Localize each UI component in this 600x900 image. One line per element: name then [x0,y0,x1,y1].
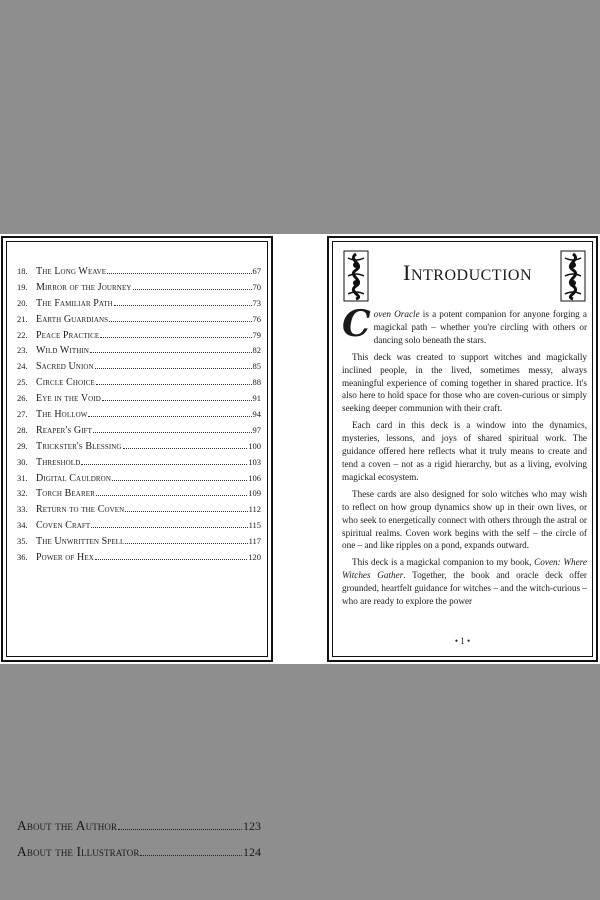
toc-number: 20. [17,297,28,308]
ornament-right-icon [560,250,586,302]
paragraph: This deck was created to support witches and magickally inclined people, in the lived, sometimes messy, always meaningful experience of coming together in shared practice. It's also here to hold space for those who are coven-curious or simply seeking deeper communion with their craft. [342,351,587,414]
toc-entry[interactable] [17,440,261,456]
toc-page-number: 100 [248,440,261,451]
chapter-title: Introduction [402,260,533,285]
toc-number: 26. [17,393,28,404]
toc-number: 28. [17,424,28,435]
toc-page-number: 88 [252,377,261,388]
book-title-italic: oven Oracle [373,309,420,319]
leader-dots [81,464,247,465]
leader-dots [96,495,247,496]
toc-page-number: 94 [252,409,261,420]
leader-dots [114,305,252,306]
toc-title: Digital Cauldron [36,472,111,484]
leader-dots [112,480,247,481]
toc-title: The Familiar Path [36,297,113,309]
intro-body [342,303,587,612]
toc-page-number: 73 [252,297,261,308]
back-matter-entry[interactable] [17,818,261,844]
toc-page-number: 79 [252,329,261,340]
toc-page-number: 103 [248,456,261,467]
paragraph [342,303,587,347]
toc-number: 33. [17,504,28,515]
toc-page-number: 117 [248,536,261,547]
leader-dots [118,829,242,830]
toc-entry[interactable] [17,392,261,408]
toc-number: 25. [17,377,28,388]
toc-entry[interactable] [17,376,261,392]
leader-dots [91,527,247,528]
drop-cap: C [342,303,371,345]
toc-entry[interactable] [17,472,261,488]
paragraph-text: This deck is a magickal companion to my book, [352,557,535,568]
toc-title: Circle Choice [36,377,95,389]
leader-dots [123,448,248,449]
toc-page-number: 106 [248,472,261,483]
back-matter-title: About the Author [17,818,118,833]
toc-page-number: 67 [252,266,261,276]
toc-page-number: 115 [248,520,261,531]
toc-entry[interactable] [17,503,261,519]
toc-entry[interactable] [17,551,261,567]
toc-page-number: 91 [252,393,261,404]
paragraph-text: is a potent companion for anyone forging a magickal path – whether you're circling with others or dancing solo beneath the stars. [373,309,587,345]
toc-entry[interactable] [17,487,261,503]
toc-title: The Hollow [36,409,88,421]
paragraph: Each card in this deck is a window into the dynamics, mysteries, lessons, and joys of shared spiritual work. The guidance offered here reflects what it truly means to create and tend a coven – not as a rigid hierarchy, but as a living, evolving magickal ecosystem. [342,420,587,482]
toc-page-number: 82 [252,345,261,356]
toc-page-number: 76 [252,313,261,324]
back-matter-list [17,818,261,870]
toc-entry[interactable] [17,313,261,329]
right-page [327,236,598,662]
back-matter-page-number: 124 [243,845,261,859]
paragraph: These cards are also designed for solo witches who may wish to reflect on how group dynamics show up in their own lives, or who seek to energetically connect with others through the astral or spiritual realms. Coven work begins with the self – the circle of one – and like ripples on a pond, expands outward. [342,488,587,551]
leader-dots [125,543,247,544]
page-number: • 1 • [454,636,471,646]
toc-number: 27. [17,409,28,420]
toc-entry[interactable] [17,281,261,297]
toc-entry[interactable] [17,408,261,424]
leader-dots [109,321,251,322]
toc-page-number: 120 [248,552,261,563]
back-matter-page-number: 123 [243,819,261,833]
table-of-contents [17,265,261,567]
toc-entry[interactable] [17,265,261,281]
toc-number: 30. [17,456,28,467]
toc-title: The Long Weave [36,266,107,277]
leader-dots [107,273,251,274]
toc-number: 19. [17,281,28,292]
toc-entry[interactable] [17,344,261,360]
book-title-italic: Coven: Where Witches Gather [342,557,587,581]
leader-dots [100,337,251,338]
leader-dots [90,352,251,353]
toc-title: Earth Guardians [36,313,109,325]
toc-title: Coven Craft [36,520,91,532]
toc-number: 21. [17,313,28,324]
toc-title: Return to the Coven [36,504,125,516]
toc-title: The Unwritten Spell [36,536,125,548]
toc-number: 24. [17,361,28,372]
toc-entry[interactable] [17,519,261,535]
toc-title: Sacred Union [36,361,94,373]
toc-title: Torch Bearer [36,488,95,500]
toc-number: 18. [17,266,28,276]
toc-entry[interactable] [17,456,261,472]
toc-number: 35. [17,536,28,547]
toc-number: 22. [17,329,28,340]
left-page [1,236,273,859]
toc-number: 32. [17,488,28,499]
back-matter-title: About the Illustrator [17,844,140,859]
leader-dots [88,416,251,417]
toc-number: 23. [17,345,28,356]
leader-dots [140,855,242,856]
leader-dots [102,400,252,401]
toc-entry[interactable] [17,424,261,440]
toc-page-number: 97 [252,424,261,435]
toc-page-number: 109 [248,488,261,499]
toc-title: Wild Within [36,345,90,357]
toc-title: Mirror of the Journey [36,281,132,293]
paragraph-text: . Together, the book and oracle deck offer grounded, heartfelt guidance for witches – and the witch-curious – who are ready to explore the power [342,570,587,607]
toc-entry[interactable] [17,329,261,345]
back-matter-entry[interactable] [17,844,261,870]
toc-page-number: 85 [252,361,261,372]
toc-number: 31. [17,472,28,483]
toc-number: 34. [17,520,28,531]
toc-number: 29. [17,440,28,451]
ornament-left-icon [343,250,369,302]
toc-entry[interactable] [17,297,261,313]
toc-title: Power of Hex [36,552,94,564]
toc-title: Threshold [36,456,81,468]
leader-dots [93,432,251,433]
paragraph [342,556,587,608]
toc-entry[interactable] [17,360,261,376]
leader-dots [133,289,252,290]
toc-page-number: 112 [248,504,261,515]
toc-number: 36. [17,552,28,563]
toc-title: Peace Practice [36,329,100,341]
leader-dots [95,559,247,560]
leader-dots [125,511,247,512]
chapter-header [343,250,586,302]
toc-title: Trickster's Blessing [36,440,122,452]
toc-title: Reaper's Gift [36,424,93,436]
toc-title: Eye in the Void [36,393,101,405]
leader-dots [95,368,252,369]
leader-dots [96,384,252,385]
toc-page-number: 70 [252,281,261,292]
toc-entry[interactable] [17,535,261,551]
